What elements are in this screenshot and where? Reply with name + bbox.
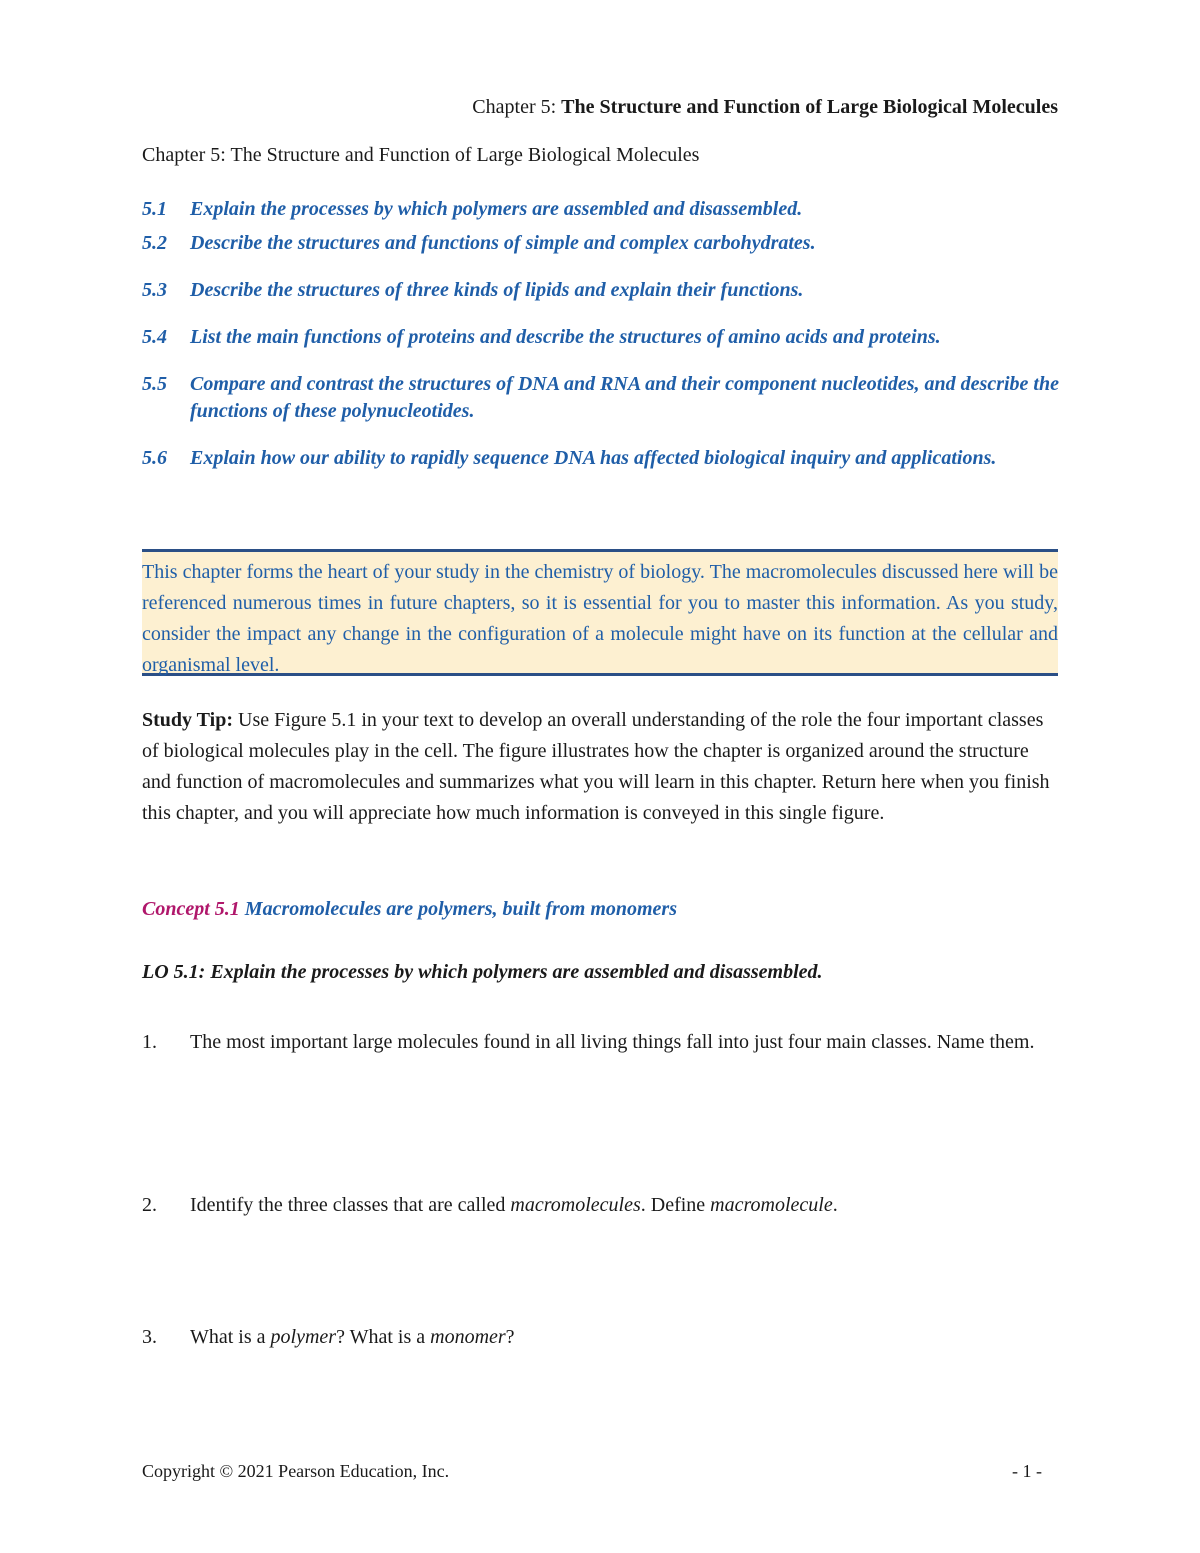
question-text-run: What is a (190, 1326, 271, 1348)
running-head-prefix: Chapter 5: (472, 96, 562, 118)
question-text-run: Identify the three classes that are called (190, 1194, 511, 1216)
chapter-intro-callout: This chapter forms the heart of your study in the chemistry of biology. The macromolecules discussed here will be referenced numerous times in future chapters, so it is essential for you to master this information. As you study, consider the impact any change in the configuration of a molecule might have on its function at the cellular and organismal level. (142, 549, 1058, 676)
learning-objective-heading: LO 5.1: Explain the processes by which polymers are assembled and disassembled. (142, 961, 823, 983)
study-tip-text: Use Figure 5.1 in your text to develop an overall understanding of the role the four important classes of biological molecules play in the cell. The figure illustrates how the chapter is organized around the structure and function of macromolecules and summarizes what you will learn in this chapter. Return here when you finish this chapter, and you will appreciate how much information is conveyed in this single figure. (142, 709, 1050, 824)
objective-text: Explain how our ability to rapidly sequence DNA has affected biological inquiry and applications. (190, 447, 997, 469)
learning-objective (142, 371, 1062, 425)
learning-objective (142, 445, 1062, 472)
running-head-title: The Structure and Function of Large Biological Molecules (561, 96, 1058, 118)
objective-number: 5.1 (142, 198, 167, 220)
objective-text: Explain the processes by which polymers are assembled and disassembled. (190, 198, 803, 220)
objective-number: 5.2 (142, 232, 167, 254)
italic-term: monomer (430, 1326, 506, 1348)
objective-text: Compare and contrast the structures of DNA and RNA and their component nucleotides, and describe the functions of these polynucleotides. (190, 373, 1059, 422)
question-text-run: . (832, 1194, 838, 1216)
concept-heading (142, 898, 677, 921)
question-text (190, 1027, 1058, 1058)
question-text-run: The most important large molecules found in all living things fall into just four main classes. Name them. (190, 1031, 1035, 1053)
study-tip (142, 705, 1058, 829)
italic-term: macromolecules (510, 1194, 641, 1216)
question-item (142, 1027, 1058, 1058)
question-number: 1. (142, 1031, 157, 1053)
question-number: 3. (142, 1326, 157, 1348)
objective-text: List the main functions of proteins and describe the structures of amino acids and proteins. (190, 326, 941, 348)
running-head (472, 96, 1058, 119)
objective-text: Describe the structures and functions of simple and complex carbohydrates. (190, 232, 816, 254)
concept-number: Concept 5.1 (142, 898, 240, 920)
question-item (142, 1322, 1058, 1353)
chapter-title: Chapter 5: The Structure and Function of Large Biological Molecules (142, 144, 700, 166)
question-text (190, 1190, 1058, 1221)
learning-objective (142, 230, 1062, 257)
objective-number: 5.5 (142, 373, 167, 395)
study-tip-label: Study Tip: (142, 709, 233, 731)
objective-number: 5.4 (142, 326, 167, 348)
question-text (190, 1322, 1058, 1353)
learning-objective (142, 277, 1062, 304)
concept-title: Macromolecules are polymers, built from monomers (239, 898, 677, 920)
objective-number: 5.3 (142, 279, 167, 301)
objective-number: 5.6 (142, 447, 167, 469)
question-text-run: ? What is a (336, 1326, 431, 1348)
learning-objectives-list (142, 196, 1062, 472)
question-item (142, 1190, 1058, 1221)
copyright-notice: Copyright © 2021 Pearson Education, Inc. (142, 1461, 450, 1481)
question-number: 2. (142, 1194, 157, 1216)
italic-term: macromolecule (710, 1194, 833, 1216)
italic-term: polymer (270, 1326, 337, 1348)
question-text-run: ? (505, 1326, 515, 1348)
question-text-run: . Define (640, 1194, 711, 1216)
learning-objective (142, 324, 1062, 351)
learning-objective (142, 196, 1062, 223)
page-number: - 1 - (1012, 1461, 1042, 1481)
objective-text: Describe the structures of three kinds of lipids and explain their functions. (190, 279, 804, 301)
page-footer (142, 1461, 1042, 1482)
